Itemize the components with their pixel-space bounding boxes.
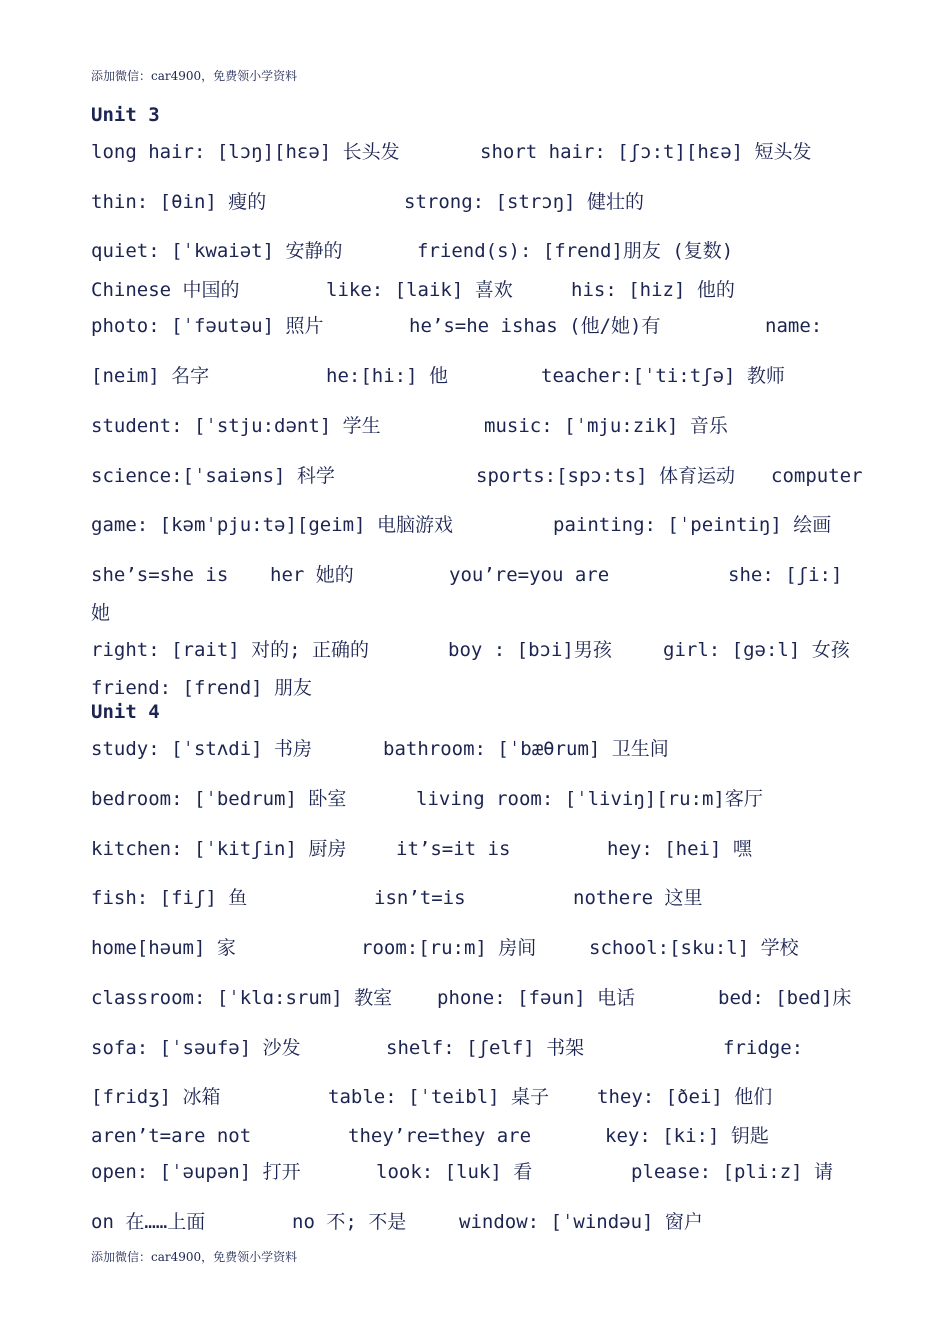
vocab-line bbox=[0, 1034, 950, 1064]
vocab-entry: student: [ˈstju:dənt] 学生 bbox=[91, 415, 381, 437]
vocab-entry: window: [ˈwindəu] 窗户 bbox=[459, 1211, 703, 1233]
vocab-line bbox=[0, 674, 950, 704]
vocab-entry: [neim] 名字 bbox=[91, 365, 210, 387]
vocab-entry: living room: [ˈliviŋ][ru:m]客厅 bbox=[416, 788, 763, 810]
vocab-entry: aren’t=are not bbox=[91, 1125, 252, 1147]
vocab-entry: thin: [θin] 瘦的 bbox=[91, 191, 267, 213]
vocab-line bbox=[0, 462, 950, 492]
vocab-entry: fish: [fiʃ] 鱼 bbox=[91, 887, 248, 909]
vocab-entry: science:[ˈsaiəns] 科学 bbox=[91, 465, 335, 487]
unit-4-heading: Unit 4 bbox=[91, 701, 160, 723]
vocab-entry: no 不; 不是 bbox=[292, 1211, 407, 1233]
vocab-entry: photo: [ˈfəutəu] 照片 bbox=[91, 315, 324, 337]
vocab-entry: music: [ˈmju:zik] 音乐 bbox=[484, 415, 728, 437]
vocab-entry: they’re=they are bbox=[348, 1125, 532, 1147]
vocab-entry: please: [pli:z] 请 bbox=[631, 1161, 834, 1183]
vocab-entry: bedroom: [ˈbedrum] 卧室 bbox=[91, 788, 347, 810]
vocab-entry: sports:[spɔ:ts] 体育运动 bbox=[476, 465, 736, 487]
vocab-line bbox=[0, 785, 950, 815]
vocab-entry: kitchen: [ˈkitʃin] 厨房 bbox=[91, 838, 347, 860]
vocab-entry: key: [ki:] 钥匙 bbox=[605, 1125, 769, 1147]
vocab-line bbox=[0, 138, 950, 168]
vocab-line bbox=[0, 1083, 950, 1113]
vocab-entry: classroom: [ˈklɑ:srum] 教室 bbox=[91, 987, 393, 1009]
vocab-entry: they: [ðei] 他们 bbox=[597, 1086, 773, 1108]
vocab-line bbox=[0, 1158, 950, 1188]
vocab-entry: computer bbox=[771, 465, 863, 487]
vocab-line bbox=[0, 934, 950, 964]
vocab-entry: girl: [gə:l] 女孩 bbox=[663, 639, 850, 661]
vocab-line bbox=[0, 835, 950, 865]
vocab-line bbox=[0, 735, 950, 765]
vocab-entry: like: [laik] 喜欢 bbox=[326, 279, 513, 301]
vocab-entry: open: [ˈəupən] 打开 bbox=[91, 1161, 301, 1183]
vocab-entry: she: [ʃi:] bbox=[728, 564, 843, 586]
vocab-entry: hey: [hei] 嘿 bbox=[607, 838, 752, 860]
vocab-entry: room:[ru:m] 房间 bbox=[361, 937, 537, 959]
vocab-line bbox=[0, 237, 950, 267]
vocab-entry: shelf: [ʃelf] 书架 bbox=[386, 1037, 585, 1059]
vocab-entry: study: [ˈstʌdi] 书房 bbox=[91, 738, 313, 760]
vocab-line bbox=[0, 412, 950, 442]
vocab-entry: boy : [bɔi]男孩 bbox=[448, 639, 612, 661]
vocab-entry: nothere 这里 bbox=[573, 887, 703, 909]
vocab-line bbox=[0, 312, 950, 342]
vocab-line bbox=[0, 511, 950, 541]
vocab-entry: strong: [strɔŋ] 健壮的 bbox=[404, 191, 645, 213]
vocab-entry: school:[sku:l] 学校 bbox=[589, 937, 799, 959]
vocab-line bbox=[0, 276, 950, 306]
vocab-entry: table: [ˈteibl] 桌子 bbox=[328, 1086, 550, 1108]
vocab-entry: he:[hi:] 他 bbox=[326, 365, 448, 387]
vocab-entry: friend(s): [frend]朋友 (复数) bbox=[417, 240, 734, 262]
vocab-entry: 她 bbox=[91, 602, 111, 624]
vocab-line bbox=[0, 1122, 950, 1152]
vocab-line bbox=[0, 188, 950, 218]
vocab-entry: fridge: bbox=[723, 1037, 804, 1059]
header-note: 添加微信：car4900，免费领小学资料 bbox=[91, 69, 298, 83]
vocab-entry: bathroom: [ˈbæθrum] 卫生间 bbox=[383, 738, 669, 760]
unit-3-heading: Unit 3 bbox=[91, 104, 160, 126]
vocab-entry: her 她的 bbox=[270, 564, 354, 586]
vocab-entry: you’re=you are bbox=[449, 564, 610, 586]
vocab-line bbox=[0, 1208, 950, 1238]
vocab-line bbox=[0, 636, 950, 666]
vocab-entry: game: [kəmˈpju:tə][geim] 电脑游戏 bbox=[91, 514, 453, 536]
vocab-entry: home[həum] 家 bbox=[91, 937, 236, 959]
vocab-entry: he’s=he ishas (他/她)有 bbox=[409, 315, 661, 337]
vocab-entry: look: [luk] 看 bbox=[376, 1161, 533, 1183]
vocab-entry: right: [rait] 对的; 正确的 bbox=[91, 639, 370, 661]
vocab-entry: painting: [ˈpeintiŋ] 绘画 bbox=[553, 514, 832, 536]
vocab-line bbox=[0, 561, 950, 591]
vocab-entry: [fridʒ] 冰箱 bbox=[91, 1086, 221, 1108]
vocab-entry: name: bbox=[765, 315, 823, 337]
vocab-entry: isn’t=is bbox=[374, 887, 466, 909]
vocab-entry: she’s=she is bbox=[91, 564, 229, 586]
footer-note: 添加微信：car4900，免费领小学资料 bbox=[91, 1250, 298, 1264]
vocab-entry: bed: [bed]床 bbox=[718, 987, 852, 1009]
vocab-line bbox=[0, 884, 950, 914]
vocab-line bbox=[0, 984, 950, 1014]
vocab-entry: friend: [frend] 朋友 bbox=[91, 677, 313, 699]
vocab-entry: it’s=it is bbox=[396, 838, 511, 860]
vocab-entry: sofa: [ˈsəufə] 沙发 bbox=[91, 1037, 301, 1059]
vocab-line bbox=[0, 599, 950, 629]
vocab-entry: Chinese 中国的 bbox=[91, 279, 240, 301]
vocab-line bbox=[0, 362, 950, 392]
vocab-entry: on 在……上面 bbox=[91, 1211, 206, 1233]
vocab-entry: his: [hiz] 他的 bbox=[571, 279, 735, 301]
vocab-entry: teacher:[ˈti:tʃə] 教师 bbox=[541, 365, 785, 387]
vocab-entry: phone: [fəun] 电话 bbox=[437, 987, 636, 1009]
vocab-entry: long hair: [lɔŋ][hɛə] 长头发 bbox=[91, 141, 400, 163]
vocab-entry: short hair: [ʃɔ:t][hɛə] 短头发 bbox=[480, 141, 812, 163]
vocab-entry: quiet: [ˈkwaiət] 安静的 bbox=[91, 240, 343, 262]
